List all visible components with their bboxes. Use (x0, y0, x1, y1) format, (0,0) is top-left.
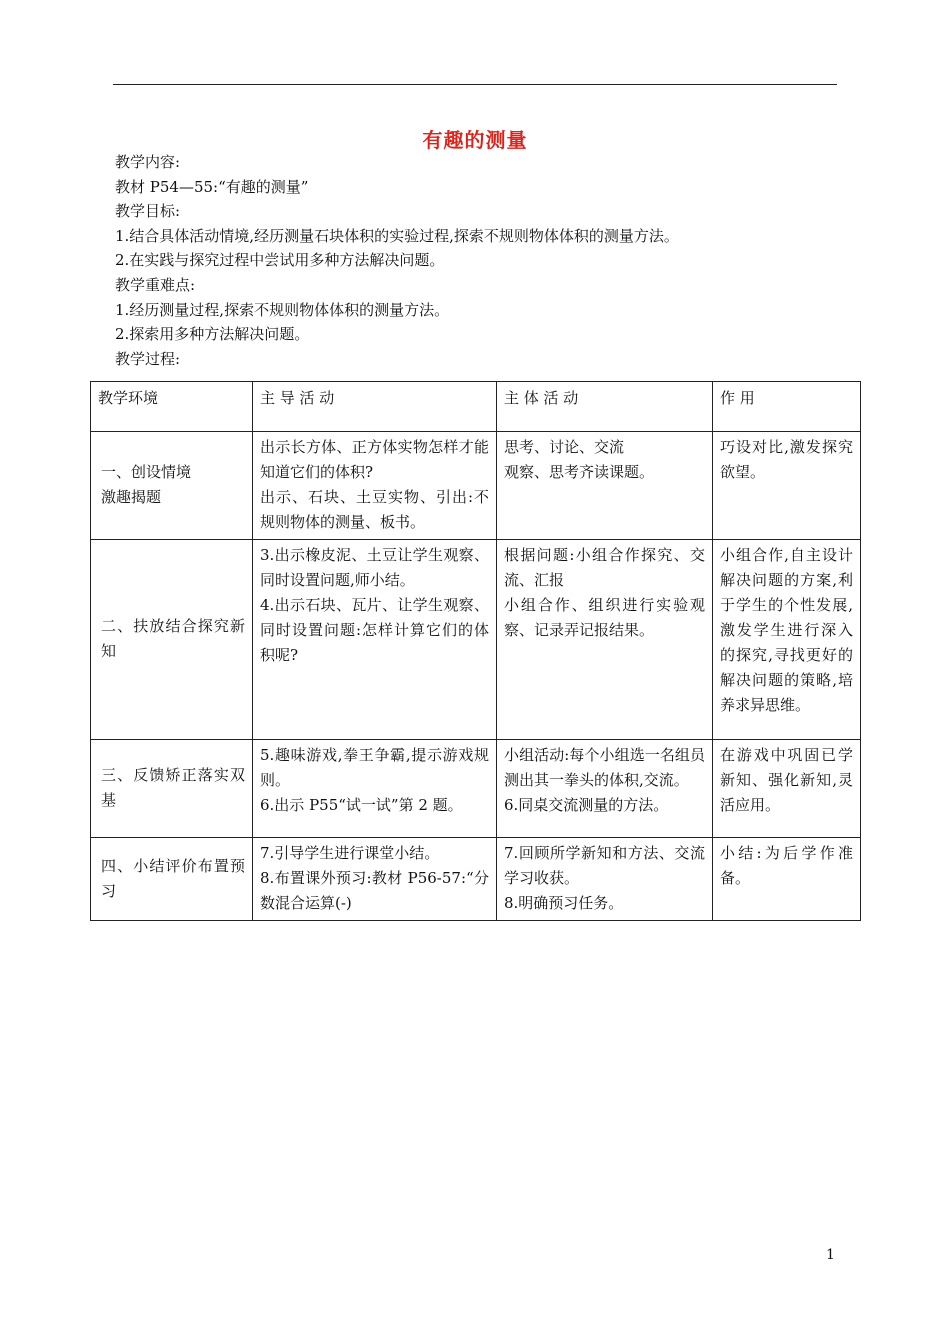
cell-line: 出示长方体、正方体实物怎样才能知道它们的体积? (260, 438, 489, 481)
cell-line: 观察、思考齐读课题。 (504, 463, 655, 481)
intro-line: 教学重难点: (115, 275, 196, 294)
cell-line: 一、创设情境 (101, 463, 192, 481)
subject-activity-cell (497, 432, 713, 540)
cell-line: 小组合作,自主设计解决问题的方案,利于学生的个性发展,激发学生进行深入的探究,寻找更好的解决问题的策略,培养求异思维。 (720, 546, 853, 714)
intro-line: 2.在实践与探究过程中尝试用多种方法解决问题。 (115, 251, 445, 270)
cell-line: 8.明确预习任务。 (504, 894, 624, 912)
header-cell-environment: 教学环境 (91, 382, 253, 432)
intro-line: 教材 P54—55:“有趣的测量” (115, 177, 309, 196)
environment-cell (91, 740, 253, 838)
environment-cell (91, 838, 253, 921)
cell-line: 二、扶放结合探究新知 (101, 617, 245, 660)
intro-line: 1.经历测量过程,探索不规则物体体积的测量方法。 (115, 300, 450, 319)
header-rule (113, 84, 837, 85)
table-row (91, 740, 861, 838)
lead-activity-cell (253, 740, 497, 838)
cell-line: 8.布置课外预习:教材 P56-57:“分数混合运算(-) (260, 869, 489, 912)
cell-line: 6.出示 P55“试一试”第 2 题。 (260, 796, 463, 814)
environment-cell (91, 540, 253, 740)
intro-line: 教学内容: (115, 153, 181, 171)
cell-line: 四、小结评价布置预习 (101, 856, 245, 900)
environment-cell (91, 432, 253, 540)
table-header-row (91, 382, 861, 432)
intro-line: 教学过程: (115, 349, 181, 368)
cell-line: 小组活动:每个小组选一名组员测出其一拳头的体积,交流。 (504, 746, 705, 789)
cell-line: 3.出示橡皮泥、土豆让学生观察、同时设置问题,师小结。 (260, 546, 489, 589)
page-number: 1 (826, 1247, 835, 1263)
cell-line: 4.出示石块、瓦片、让学生观察、同时设置问题:怎样计算它们的体积呢? (260, 596, 489, 664)
cell-line: 在游戏中巩固已学新知、强化新知,灵活应用。 (720, 746, 853, 814)
intro-line: 1.结合具体活动情境,经历测量石块体积的实验过程,探索不规则物体体积的测量方法。 (115, 226, 679, 245)
subject-activity-cell (497, 838, 713, 921)
effect-cell (713, 540, 861, 740)
cell-line: 激趣揭题 (101, 488, 162, 506)
effect-cell (713, 740, 861, 838)
table-row (91, 838, 861, 921)
document-title: 有趣的测量 (422, 128, 528, 152)
cell-line: 6.同桌交流测量的方法。 (504, 796, 669, 814)
cell-line: 小组合作、组织进行实验观察、记录弄记报结果。 (504, 596, 705, 639)
subject-activity-cell (497, 740, 713, 838)
cell-line: 7.引导学生进行课堂小结。 (260, 844, 440, 862)
lesson-plan-table (90, 381, 861, 921)
cell-line: 7.回顾所学新知和方法、交流学习收获。 (504, 844, 705, 887)
header-cell-lead-activity: 主 导 活 动 (253, 382, 497, 432)
cell-line: 思考、讨论、交流 (504, 438, 625, 456)
effect-cell (713, 838, 861, 921)
cell-line: 小结:为后学作准备。 (720, 844, 853, 887)
lead-activity-cell (253, 540, 497, 740)
intro-section (115, 150, 855, 371)
cell-line: 5.趣味游戏,拳王争霸,提示游戏规则。 (260, 746, 489, 789)
cell-line: 根据问题:小组合作探究、交流、汇报 (504, 546, 705, 589)
lead-activity-cell (253, 432, 497, 540)
table-row (91, 432, 861, 540)
lead-activity-cell (253, 838, 497, 921)
subject-activity-cell (497, 540, 713, 740)
header-cell-subject-activity: 主 体 活 动 (497, 382, 713, 432)
cell-line: 三、反馈矫正落实双基 (101, 766, 245, 809)
header-cell-effect: 作 用 (713, 382, 861, 432)
cell-line: 巧设对比,激发探究欲望。 (720, 438, 853, 481)
cell-line: 出示、石块、土豆实物、引出:不规则物体的测量、板书。 (260, 488, 489, 531)
intro-line: 教学目标: (115, 202, 181, 221)
table-row (91, 540, 861, 740)
effect-cell (713, 432, 861, 540)
intro-line: 2.探索用多种方法解决问题。 (115, 325, 310, 344)
